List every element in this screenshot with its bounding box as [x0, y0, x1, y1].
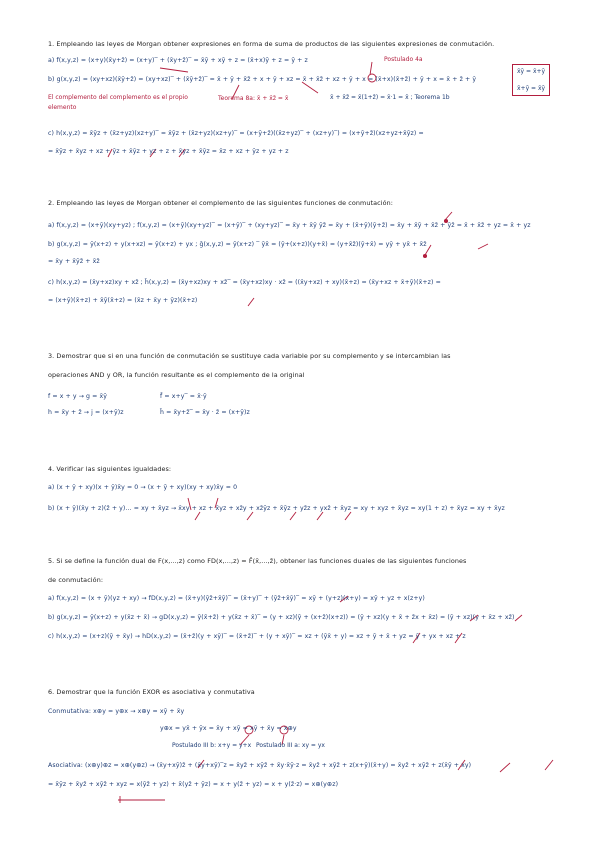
ex6-postulate3b: Postulado III b: x+y = y+x [172, 742, 252, 749]
ex3-line1-right: f̄ = x+y‾ = x̄·ȳ [160, 393, 207, 400]
ex3-line2-right: h̄ = x̄y+z̄‾ = x̄y · z̄ = (x+ȳ)z [160, 409, 250, 416]
ex6-postulate3a: Postulado III a: xy = yx [256, 742, 325, 749]
ex5-b: b) g(x,y,z) = ȳ(x+z) + y(x̄z + x̄) → gD(x,y,z) = ȳ(x̄+z̄) + y(x̄z + x̄)‾ = (y + xz)(ȳ + (x+z̄)(x+z)) = (ȳ + xz)(y + x̄ + z̄x + x̄z) = (ȳ + xz)(y + x̄z + xz̄) [48, 614, 515, 621]
strike [247, 512, 253, 520]
ex4-b: b) (x + ȳ)(x̄y + z)(z̄ + y)... = xy + x̄yz → x̄xy + xz + x̄yz + xz̄y + xz̄ȳz + x̄ȳz + yz̄z + yxz̄ + x̄yz = xy + xyz + x̄yz = xy(1 + z) + x̄yz = xy + x̄yz [48, 505, 505, 512]
demorgan-rule-1: x̄ȳ = x̄+ȳ [517, 68, 546, 75]
demorgan-rule-2: x̄+ȳ = x̄ȳ [517, 85, 546, 92]
ex5-title: 5. Si se define la función dual de F(x,...,z) como FD(x,...,z) = F̄(x̄,...,z̄), obtener las funciones duales de las siguientes funciones [48, 557, 467, 565]
ex6-associative-1: Asociativa: (x⊕y)⊕z = x⊕(y⊕z) → (x̄y+xȳ)z̄ + (x̄y+xȳ)‾z = x̄yz̄ + xȳz̄ + x̄y·x̄ȳ·z = x̄yz̄ + xȳz̄ + z(x+ȳ)(x̄+y) = x̄yz̄ + xȳz̄ + z(x̄ȳ + xy) [48, 762, 472, 769]
ex2-title: 2. Empleando las leyes de Morgan obtener el complemento de las siguientes funciones de conmutación: [48, 199, 394, 207]
demorgan-box [512, 64, 550, 96]
ex6-commutative-2: y⊕x = yx̄ + ȳx = x̄y + xȳ = xȳ + x̄y = x⊕y [160, 725, 297, 732]
dot [423, 254, 426, 257]
strike [478, 244, 488, 249]
ex1-title: 1. Empleando las leyes de Morgan obtener expresiones en forma de suma de productos de las siguientes expresiones de conmutación. [48, 40, 495, 48]
strike [345, 512, 351, 520]
ex1-a: a) f(x,y,z) = (x+y)(x̄y+z̄) = (x+y)‾ + (x̄y+z̄)‾ = x̄ȳ + xȳ + z = (x̄+x)ȳ + z = ȳ + z [48, 57, 308, 64]
ex6-commutative: Conmutativa: x⊕y = y⊕x → x⊕y = xȳ + x̄y [48, 708, 185, 715]
arrow [370, 62, 372, 75]
ex1-postulate-label: Postulado 4a [384, 56, 423, 63]
ex1-c-line1: c) h(x,y,z) = x̄ȳz + (x̄z+yz)(xz+y)‾ = x̄ȳz + (x̄z+yz)(xz+y)‾ = (x+ȳ+z̄)((x̄z+yz)‾ + (xz+y)‾) = (x+ȳ+z̄)(xz+yz+x̄ȳz) = [48, 130, 424, 137]
ex1-c-line2: = x̄ȳz + x̄yz + xz + ȳz + x̄ȳz + yz + z + x̄yz + x̄ȳz = x̄z + xz + ȳz + yz + z [48, 148, 289, 155]
ex2-c-line2: = (x+ȳ)(x̄+z) + x̄ȳ(x̄+z) = (x̄z + x̄y + ȳz)(x̄+z) [48, 297, 198, 304]
ex6-associative-2: = x̄ȳz + x̄yz̄ + xȳz̄ + xyz = x(ȳz̄ + yz) + x̄(yz̄ + ȳz) = x + y(z̄ + yz) = x + y(z̄·z) = x⊕(y⊕z) [48, 781, 339, 788]
ex2-a: a) f(x,y,z) = (x+ȳ)(xy+yz) ; f̄(x,y,z) = (x+ȳ)(xy+yz)‾ = (x+ȳ)‾ + (xy+yz)‾ = x̄y + x̄ȳ ȳz̄ = x̄y + (x̄+ȳ)(ȳ+z̄) = x̄y + x̄ȳ + x̄z̄ + ȳz̄ = x̄ + x̄z̄ + yz = x̄ + yz [48, 222, 531, 229]
ex3-title: 3. Demostrar que si en una función de conmutación se sustituye cada variable por su complemento y se intercambian las [48, 352, 451, 360]
strike [248, 298, 254, 306]
strike [290, 512, 296, 520]
ex1-theorem1b: x̄ + x̄z̄ = x̄(1+z̄) = x̄·1 = x̄ ; Teorema 1b [330, 94, 450, 101]
strike [195, 512, 200, 520]
ex1-note-complement: El complemento del complemento es el propio elemento [48, 94, 188, 111]
ex1-b: b) g(x,y,z) = (xy+xz)(x̄ȳ+z̄) = (xy+xz)‾ + (x̄ȳ+z̄)‾ = x̄ + ȳ + x̄z̄ + x + ȳ + xz = x̄ + x̄z̄ + xz + ȳ + x = (x̄+x)(x̄+z̄) + ȳ + x = x̄ + z̄ + ȳ [48, 76, 477, 83]
ex3-line1-left: f = x + y → g = x̄ȳ [48, 393, 108, 400]
ex6-title: 6. Demostrar que la función EXOR es asociativa y conmutativa [48, 688, 255, 696]
strike [317, 512, 323, 520]
ex2-b-line2: = x̄y + x̄ȳz̄ + x̄z̄ [48, 258, 100, 265]
ex1-theorem8a: Teorema 8a: x̄ + x̄z̄ = x̄ [218, 95, 289, 102]
ex5-a: a) f(x,y,z) = (x + ȳ)(yz + xy) → fD(x,y,z) = (x̄+y)(ȳz̄+x̄ȳ)‾ = (x̄+y)‾ + (ȳz̄+x̄ȳ)‾ = xȳ + (y+z)(x+y) = xȳ + yz + x(z+y) [48, 595, 425, 602]
ex3-title-2: operaciones AND y OR, la función resultante es el complemento de la original [48, 371, 305, 379]
ex3-line2-left: h = x̄y + z̄ → j = (x+ȳ)z [48, 409, 124, 416]
ex4-title: 4. Verificar las siguientes igualdades: [48, 465, 172, 473]
strike [445, 212, 452, 220]
ex2-c-line1: c) h(x,y,z) = (x̄y+xz)xy + xz̄ ; h̄(x,y,z) = (x̄y+xz)xy + xz̄‾ = (x̄y+xz)xy · xz̄ = ((x̄y+xz) + xy)(x̄+z) = (x̄y+xz + x̄+ȳ)(x̄+z) = [48, 279, 441, 286]
ex5-title-2: de conmutación: [48, 576, 104, 584]
ex2-b-line1: b) g(x,y,z) = ȳ(x+z) + y(x+xz) = ȳ(x+z) + yx ; ḡ(x,y,z) = ȳ(x+z) ‾ ȳx̄ = (ȳ+(x+z))(y+x̄) = (y+x̄z̄)(ȳ+x̄) = yȳ + yx̄ + x̄z̄ [48, 241, 427, 248]
ex5-c: c) h(x,y,z) = (x+z)(ȳ + x̄y) → hD(x,y,z) = (x̄+z̄)(y + xȳ)‾ = (x̄+z̄)‾ + (y + xȳ)‾ = xz + (ȳx̄ + y) = xz + ȳ + x̄ + yz = ȳ + yx + xz + z [48, 633, 466, 640]
ex4-a: a) (x + ȳ + xy)(x + ȳ)x̄y = 0 → (x + ȳ + xy)(xy + xy)x̄y = 0 [48, 484, 238, 491]
arrow [160, 68, 188, 72]
